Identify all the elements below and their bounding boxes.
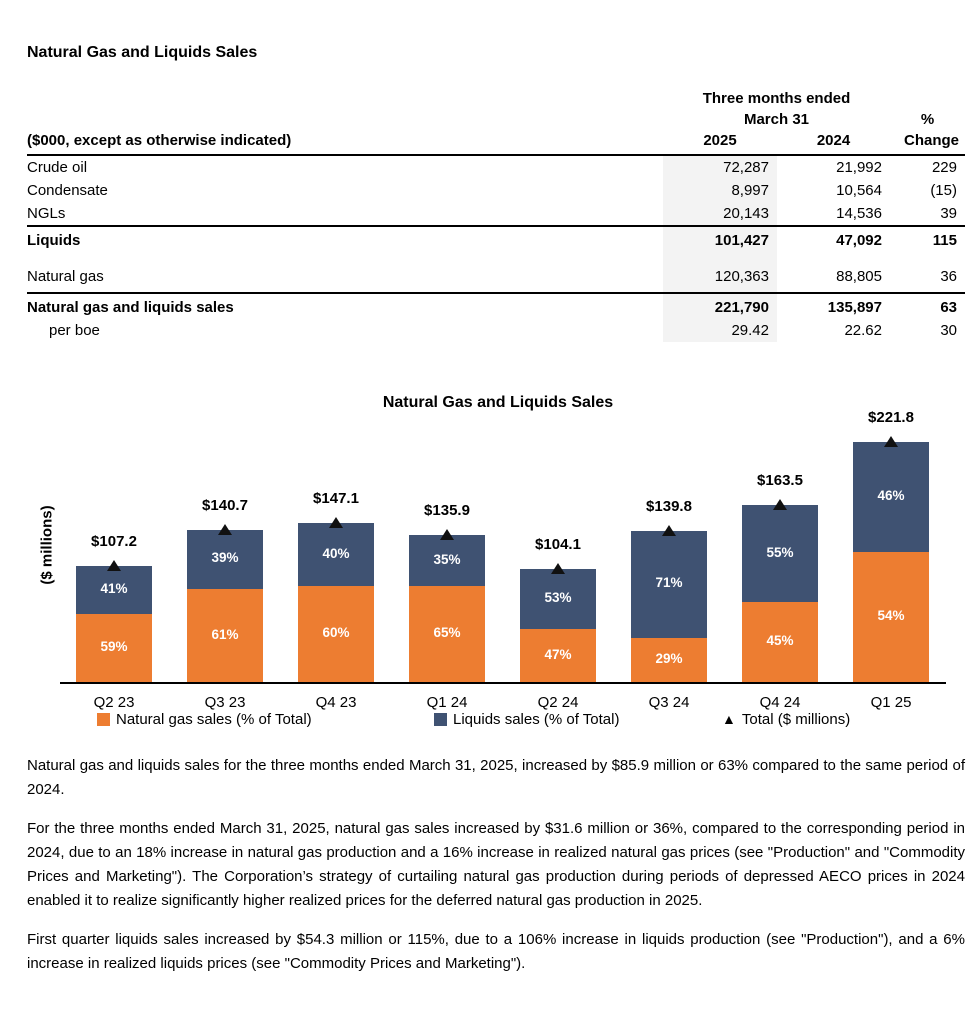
value-2024: 47,092 (777, 226, 890, 252)
gas-percent-label: 29% (655, 651, 683, 667)
value-change: (15) (930, 182, 957, 199)
col-2024-header: 2024 (777, 130, 890, 155)
row-label: Liquids (27, 226, 663, 252)
gas-percent-label: 60% (322, 625, 350, 641)
liquids-swatch-icon (434, 713, 447, 726)
total-marker-icon (773, 499, 787, 510)
row-label: per boe (49, 322, 100, 339)
x-tick-label: Q4 24 (759, 694, 801, 711)
value-2024: 14,536 (836, 205, 882, 222)
total-label: $140.7 (202, 496, 248, 514)
value-2024: 10,564 (836, 182, 882, 199)
period-header-line2: March 31 (743, 111, 810, 128)
value-2024: 135,897 (777, 293, 890, 319)
value-change: 115 (890, 226, 965, 252)
value-2024: 21,992 (836, 159, 882, 176)
legend-label: Liquids sales (% of Total) (453, 711, 620, 728)
legend-item-natural-gas (97, 711, 312, 728)
total-triangle-icon: ▲ (722, 711, 736, 727)
row-label: Condensate (27, 182, 108, 199)
paragraph-3: First quarter liquids sales increased by $54.3 million or 115%, due to a 106% increase in liquids production (see "Production"), and a 6% increase in realized liquids prices (see "Commodity Prices and Marketing"). (27, 931, 965, 972)
value-2025: 72,287 (663, 155, 777, 179)
table-header-row (27, 88, 965, 109)
x-axis-line (60, 682, 946, 684)
total-label: $104.1 (535, 536, 581, 554)
units-header: ($000, except as otherwise indicated) (27, 130, 663, 155)
x-tick-label: Q1 24 (426, 694, 468, 711)
plot-area (0, 388, 968, 748)
value-change: 39 (940, 205, 957, 222)
natural-gas-swatch-icon (97, 713, 110, 726)
total-label: $163.5 (757, 472, 803, 490)
value-change: 229 (931, 159, 957, 176)
gas-percent-label: 61% (211, 626, 239, 642)
table-row-per-boe (27, 319, 965, 342)
table-header-row (27, 109, 965, 130)
liquids-percent-label: 39% (211, 550, 239, 566)
value-2024: 88,805 (836, 268, 882, 285)
value-change: 30 (940, 322, 957, 339)
gas-percent-label: 59% (100, 638, 128, 654)
section-title: Natural Gas and Liquids Sales (27, 44, 258, 61)
gas-percent-label: 54% (877, 608, 905, 624)
value-2025: 29.42 (663, 319, 777, 342)
total-marker-icon (329, 517, 343, 528)
total-marker-icon (662, 525, 676, 536)
row-label: NGLs (27, 205, 66, 222)
liquids-percent-label: 53% (544, 590, 572, 606)
liquids-percent-label: 41% (100, 580, 128, 596)
x-tick-label: Q1 25 (870, 694, 912, 711)
body-text (27, 754, 965, 991)
liquids-percent-label: 55% (766, 544, 794, 560)
table-row-crude-oil (27, 155, 965, 179)
chart-legend (0, 711, 968, 733)
table-row-liquids (27, 226, 965, 252)
value-2025: 120,363 (663, 252, 777, 293)
row-label: Natural gas and liquids sales (27, 293, 663, 319)
legend-label: Natural gas sales (% of Total) (116, 711, 312, 728)
row-label: Crude oil (27, 159, 88, 176)
gas-percent-label: 47% (544, 646, 572, 662)
x-tick-label: Q3 24 (648, 694, 690, 711)
total-marker-icon (440, 529, 454, 540)
liquids-percent-label: 46% (877, 488, 905, 504)
table-header-row (27, 130, 965, 155)
x-tick-label: Q2 24 (537, 694, 579, 711)
x-tick-label: Q4 23 (315, 694, 357, 711)
value-2024: 22.62 (844, 322, 882, 339)
value-2025: 20,143 (663, 202, 777, 226)
percent-header: % (920, 111, 935, 128)
sales-table (27, 88, 965, 342)
legend-item-liquids (434, 711, 619, 728)
value-2025: 221,790 (663, 293, 777, 319)
x-tick-label: Q2 23 (93, 694, 135, 711)
total-label: $221.8 (868, 409, 914, 426)
gas-percent-label: 45% (766, 633, 794, 649)
table-row-total-sales (27, 293, 965, 319)
total-label: $139.8 (646, 497, 692, 515)
sales-chart (0, 388, 968, 748)
total-marker-icon (551, 563, 565, 574)
row-label: Natural gas (27, 268, 104, 285)
table-row-ngls (27, 202, 965, 226)
paragraph-1: Natural gas and liquids sales for the three months ended March 31, 2025, increased by $85.9 million or 63% compared to the same period of 2024. (27, 757, 965, 798)
liquids-percent-label: 35% (433, 551, 461, 567)
table-row-natural-gas (27, 252, 965, 293)
total-label: $135.9 (424, 501, 470, 519)
col-2025-header: 2025 (663, 130, 777, 155)
liquids-percent-label: 71% (655, 575, 683, 591)
total-label: $107.2 (91, 533, 137, 550)
value-2025: 8,997 (663, 179, 777, 202)
total-marker-icon (107, 560, 121, 571)
table-row-condensate (27, 179, 965, 202)
y-axis-label: ($ millions) (38, 505, 56, 585)
change-header: Change (890, 130, 965, 155)
total-marker-icon (218, 524, 232, 535)
x-tick-label: Q3 23 (204, 694, 246, 711)
liquids-percent-label: 40% (322, 545, 350, 561)
value-change: 63 (890, 293, 965, 319)
value-change: 36 (940, 268, 957, 285)
paragraph-2: For the three months ended March 31, 2025, natural gas sales increased by $31.6 million or 36%, compared to the corresponding period in 2024, due to an 18% increase in natural gas production and a 16% increase in realized natural gas prices (see "Production" and "Commodity Prices and Marketing"). The Corporation’s strategy of curtailing natural gas production during periods of depressed AECO prices in 2024 enabled it to realize significantly higher realized prices for the deferred natural gas production in 2025. (27, 820, 965, 909)
chart-title: Natural Gas and Liquids Sales (382, 394, 614, 411)
legend-item-total (722, 711, 850, 728)
period-header-line1: Three months ended (702, 90, 851, 107)
total-marker-icon (884, 436, 898, 447)
value-2025: 101,427 (663, 226, 777, 252)
total-label: $147.1 (313, 489, 359, 507)
legend-label: Total ($ millions) (741, 711, 851, 728)
gas-percent-label: 65% (433, 625, 461, 641)
